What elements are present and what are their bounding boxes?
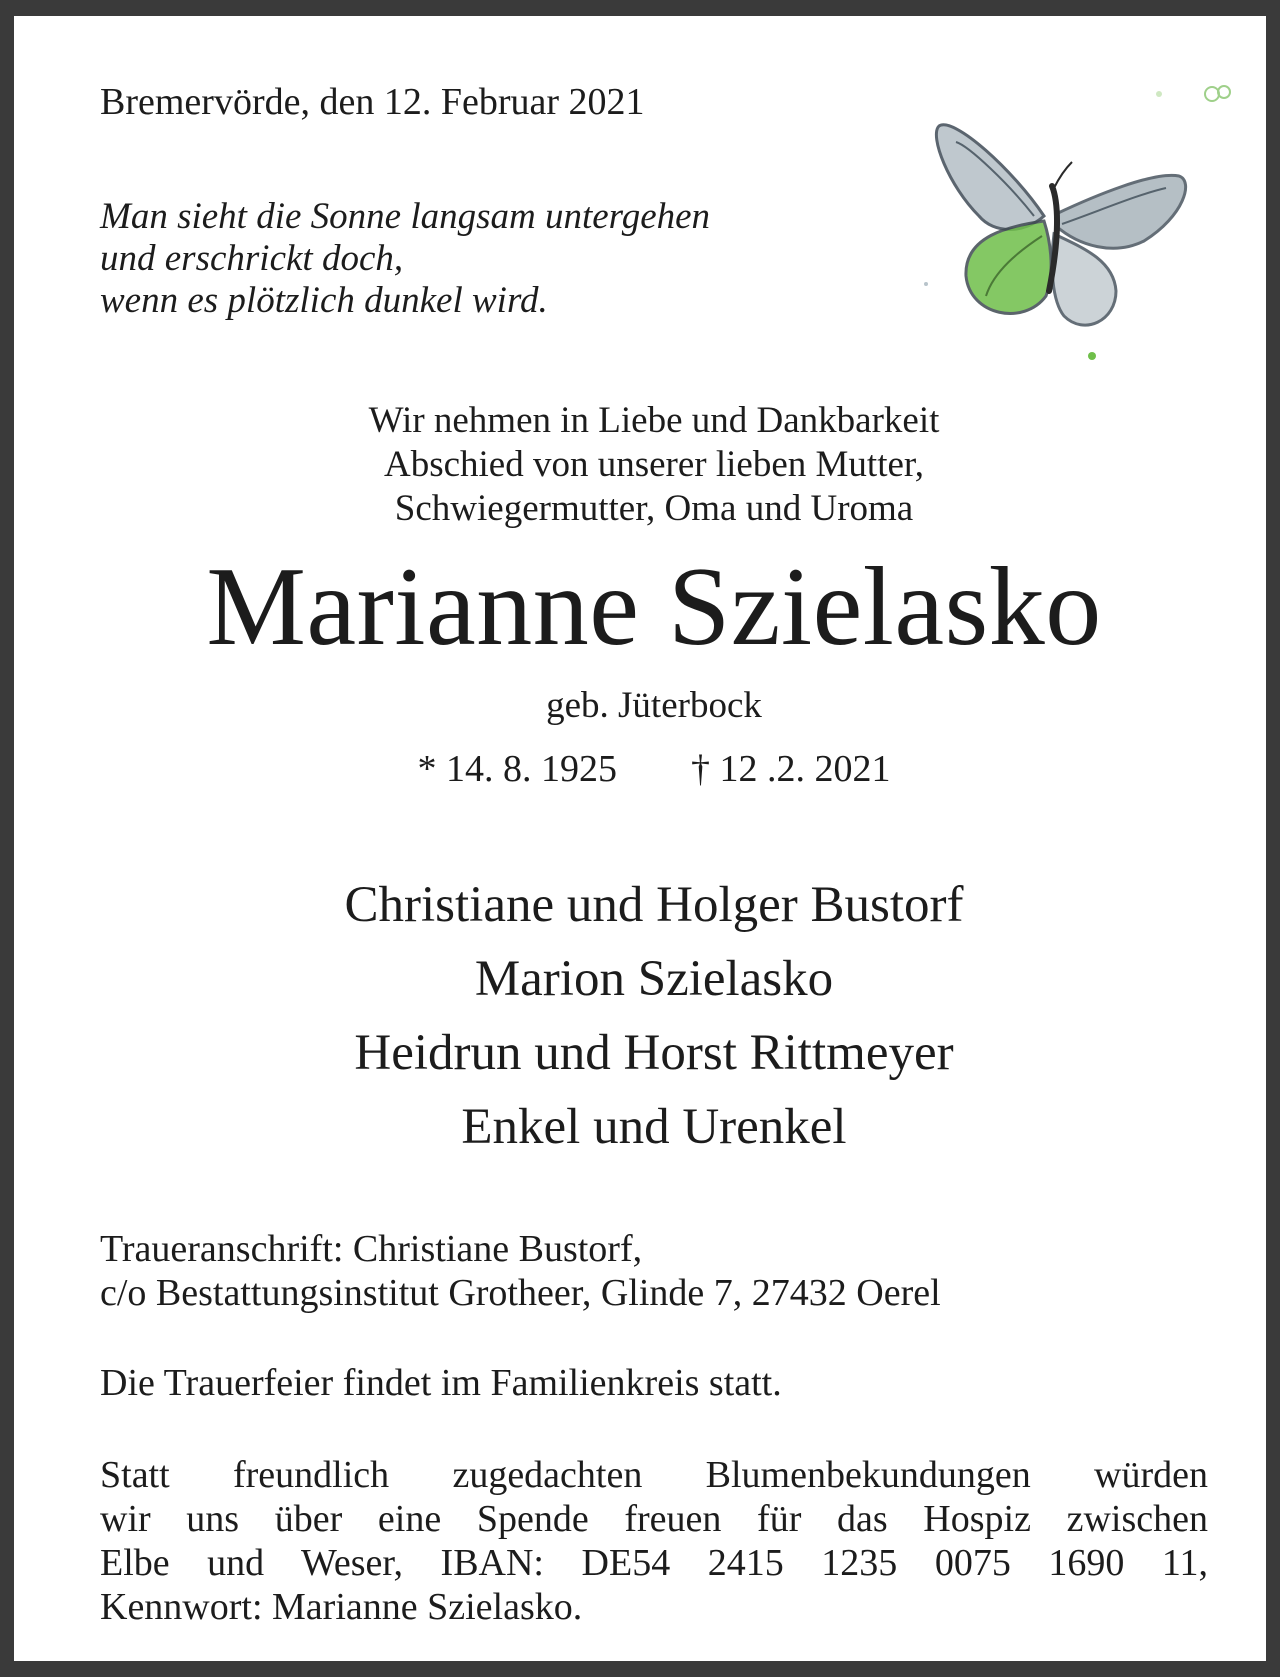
donation-line: Elbe und Weser, IBAN: DE54 2415 1235 0075 1690 11, [100,1542,1208,1584]
poem-line: und erschrickt doch, [100,238,404,279]
death-date: † 12 .2. 2021 [691,748,891,790]
paint-speck [924,282,928,286]
paint-speck [1205,87,1219,101]
donation-line: Statt freundlich zugedachten Blumenbekundungen würden [100,1454,1208,1496]
poem-line: Man sieht die Sonne langsam untergehen [100,196,711,237]
intro-line: Schwiegermutter, Oma und Uroma [394,488,914,529]
address-line: Traueranschrift: Christiane Bustorf, [100,1228,643,1270]
mourner-line: Enkel und Urenkel [461,1099,847,1155]
donation-line: Kennwort: Marianne Szielasko. [100,1586,583,1628]
wing-upper-right [1056,175,1186,248]
address-line: c/o Bestattungsinstitut Grotheer, Glinde 7, 27432 Oerel [100,1272,941,1314]
poem [100,196,710,322]
intro-text [14,399,1280,531]
donation-note [100,1453,1208,1629]
intro-line: Wir nehmen in Liebe und Dankbarkeit [368,400,940,441]
ceremony-note: Die Trauerfeier findet im Familienkreis statt. [100,1362,782,1404]
mourner-line: Christiane und Holger Bustorf [344,877,964,933]
paint-speck [1156,91,1162,97]
butterfly-antenna [1054,162,1072,188]
paint-speck [1088,352,1096,360]
maiden-name: geb. Jüterbock [546,685,762,726]
mourner-line: Marion Szielasko [474,951,834,1007]
intro-line: Abschied von unserer lieben Mutter, [383,444,924,485]
mourner-line: Heidrun und Horst Rittmeyer [354,1025,954,1081]
mourners-list [14,868,1280,1164]
paint-speck [1218,86,1230,98]
mourning-address [100,1227,941,1315]
donation-line: wir uns über eine Spende freuen für das Hospiz zwischen [100,1498,1208,1540]
dateline: Bremervörde, den 12. Februar 2021 [100,81,645,123]
butterfly-icon [894,76,1234,376]
wing-upper-left [936,125,1044,230]
birth-date: * 14. 8. 1925 [417,748,617,790]
wing-lower-left [966,221,1051,313]
life-dates [14,747,1280,791]
deceased-name: Marianne Szielasko [206,545,1102,669]
poem-line: wenn es plötzlich dunkel wird. [100,280,548,321]
